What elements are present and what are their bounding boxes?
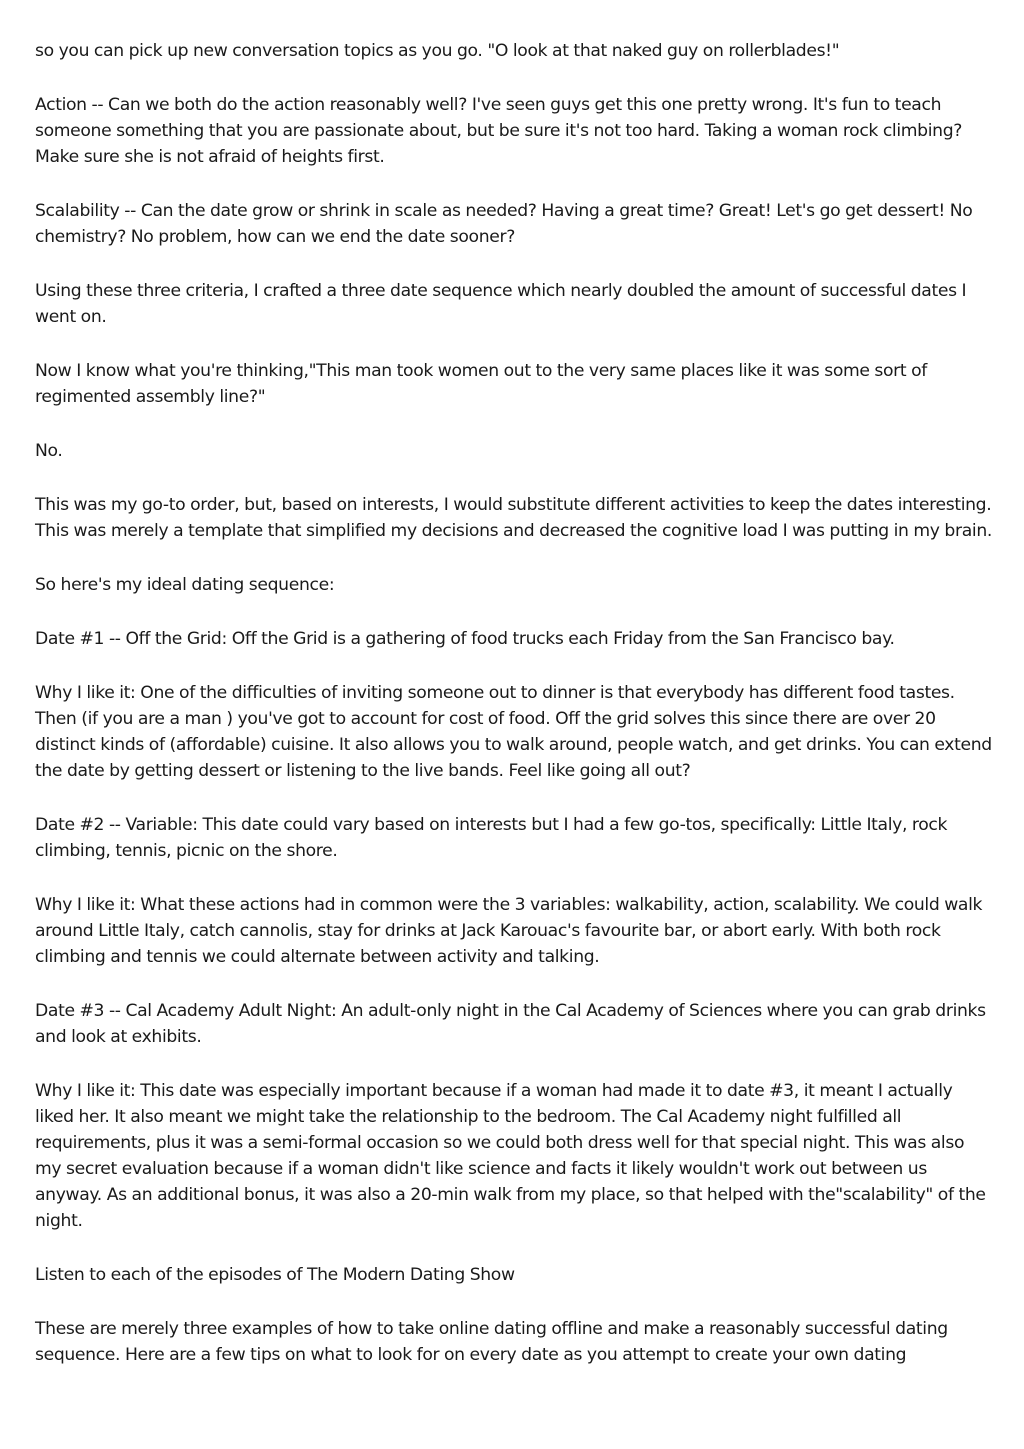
paragraph-what-youre-thinking: Now I know what you're thinking,"This man took women out to the very same places like it was some sort of regimented assembly line?" <box>35 361 927 407</box>
paragraph-conversation-topics: so you can pick up new conversation topics as you go. "O look at that naked guy on rollerblades!" <box>35 41 840 61</box>
paragraph-date-1: Date #1 -- Off the Grid: Off the Grid is a gathering of food trucks each Friday from the San Francisco bay. <box>35 629 895 649</box>
paragraph-date-3-why: Why I like it: This date was especially important because if a woman had made it to date #3, it meant I actually liked her. It also meant we might take the relationship to the bedroom. The Cal Academy night fulfilled all requirements, plus it was a semi-formal occasion so we could both dress well for that special night. This was also my secret evaluation because if a woman didn't like science and facts it likely wouldn't work out between us anyway. As an additional bonus, it was also a 20-min walk from my place, so that helped with the"scalability" of the night. <box>35 1081 986 1231</box>
document-body <box>35 38 995 1396</box>
paragraph-date-1-why: Why I like it: One of the difficulties of inviting someone out to dinner is that everybody has different food tastes. Then (if you are a man ) you've got to account for cost of food. Off the grid solves this since there are over 20 distinct kinds of (affordable) cuisine. It also allows you to walk around, people watch, and get drinks. You can extend the date by getting dessert or listening to the live bands. Feel like going all out? <box>35 683 992 781</box>
paragraph-three-criteria: Using these three criteria, I crafted a three date sequence which nearly doubled the amount of successful dates I went on. <box>35 281 967 327</box>
paragraph-scalability: Scalability -- Can the date grow or shrink in scale as needed? Having a great time? Great! Let's go get dessert! No chemistry? No problem, how can we end the date sooner? <box>35 201 973 247</box>
paragraph-closing-tips: These are merely three examples of how to take online dating offline and make a reasonably successful dating sequence. Here are a few tips on what to look for on every date as you attempt to create your own dating <box>35 1319 948 1365</box>
paragraph-date-2-why: Why I like it: What these actions had in common were the 3 variables: walkability, action, scalability. We could walk around Little Italy, catch cannolis, stay for drinks at Jack Karouac's favourite bar, or abort early. With both rock climbing and tennis we could alternate between activity and talking. <box>35 895 983 967</box>
paragraph-action: Action -- Can we both do the action reasonably well? I've seen guys get this one pretty wrong. It's fun to teach someone something that you are passionate about, but be sure it's not too hard. Taking a woman rock climbing? Make sure she is not afraid of heights first. <box>35 95 963 167</box>
paragraph-date-2: Date #2 -- Variable: This date could vary based on interests but I had a few go-tos, specifically: Little Italy, rock climbing, tennis, picnic on the shore. <box>35 815 948 861</box>
paragraph-no: No. <box>35 441 63 461</box>
paragraph-go-to-order: This was my go-to order, but, based on interests, I would substitute different activities to keep the dates interesting. This was merely a template that simplified my decisions and decreased the cognitive load I was putting in my brain. <box>35 495 992 541</box>
paragraph-ideal-sequence: So here's my ideal dating sequence: <box>35 575 335 595</box>
paragraph-listen-episodes: Listen to each of the episodes of The Modern Dating Show <box>35 1265 515 1285</box>
paragraph-date-3: Date #3 -- Cal Academy Adult Night: An adult-only night in the Cal Academy of Sciences where you can grab drinks and look at exhibits. <box>35 1001 986 1047</box>
